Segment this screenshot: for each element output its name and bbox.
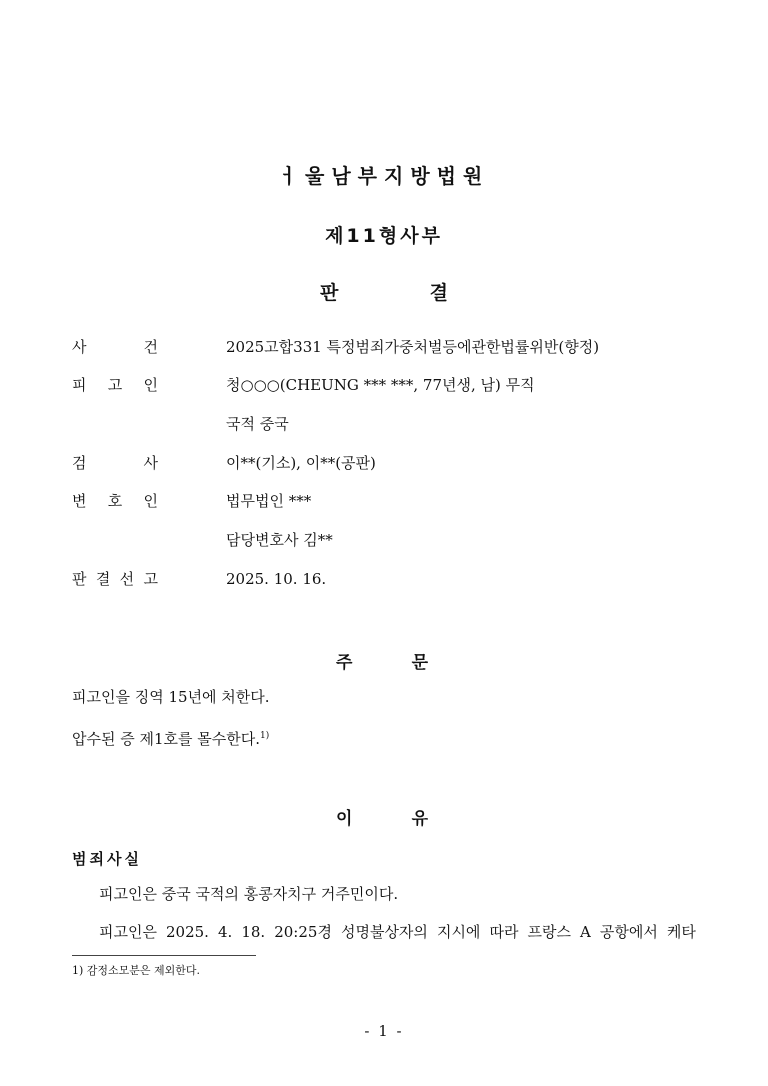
reasons-heading bbox=[336, 804, 428, 829]
word: 지시에 bbox=[436, 923, 481, 941]
defendant-label bbox=[72, 375, 158, 395]
judgment-title bbox=[320, 278, 448, 305]
word: 따라 bbox=[489, 923, 519, 941]
word: 4. bbox=[217, 923, 233, 941]
sentencing-label bbox=[72, 569, 158, 589]
word: 성명불상자의 bbox=[340, 923, 428, 941]
forfeiture-text: 압수된 증 제1호를 몰수한다. bbox=[72, 730, 261, 748]
label-char: 인 bbox=[143, 492, 158, 510]
label-char: 호 bbox=[107, 492, 123, 510]
order-heading bbox=[336, 648, 428, 673]
footnote-text: 1) 감정소모분은 제외한다. bbox=[72, 964, 201, 977]
word: A bbox=[580, 923, 591, 941]
prosecutor-label bbox=[72, 453, 158, 473]
word: 2025. bbox=[166, 923, 209, 941]
label-char: 피 bbox=[72, 376, 87, 394]
law-firm: 법무법인 *** bbox=[226, 492, 312, 510]
counsel-label bbox=[72, 491, 158, 511]
label-char: 판 bbox=[72, 570, 87, 588]
facts-heading: 범죄사실 bbox=[72, 850, 142, 868]
prosecutor-names: 이**(기소), 이**(공판) bbox=[226, 454, 376, 472]
facts-paragraph-1: 피고인은 중국 국적의 홍콩자치구 거주민이다. bbox=[99, 885, 399, 903]
label-char: 고 bbox=[107, 376, 123, 394]
word: 공항에서 bbox=[599, 923, 658, 941]
case-label bbox=[72, 337, 158, 357]
word: 케타 bbox=[666, 923, 696, 941]
label-char: 결 bbox=[95, 570, 111, 588]
label-char: 건 bbox=[143, 338, 158, 356]
label-char: 선 bbox=[119, 570, 135, 588]
heading-char: 이 bbox=[336, 809, 353, 829]
heading-char: 유 bbox=[411, 809, 428, 829]
court-name: ㅓ울남부지방법원 bbox=[278, 164, 490, 188]
defendant-name: 청○○○(CHEUNG *** ***, 77년생, 남) 무직 bbox=[226, 376, 535, 394]
page-number: - 1 - bbox=[364, 1022, 404, 1040]
footnote-divider bbox=[72, 955, 256, 956]
order-line-sentence: 피고인을 징역 15년에 처한다. bbox=[72, 688, 270, 706]
word: 20:25경 bbox=[274, 923, 332, 941]
order-line-forfeiture bbox=[72, 726, 269, 749]
label-char: 변 bbox=[72, 492, 87, 510]
word: 프랑스 bbox=[527, 923, 571, 941]
attorney-name: 담당변호사 김** bbox=[226, 531, 333, 549]
label-char: 고 bbox=[143, 570, 158, 588]
label-char: 검 bbox=[72, 454, 87, 472]
court-division: 제11형사부 bbox=[325, 225, 443, 247]
sentencing-date: 2025. 10. 16. bbox=[226, 570, 327, 588]
case-number: 2025고합331 특정범죄가중처벌등에관한법률위반(향정) bbox=[226, 338, 600, 356]
judgment-title-char: 판 bbox=[320, 282, 339, 304]
word: 18. bbox=[241, 923, 266, 941]
heading-char: 주 bbox=[336, 653, 353, 673]
facts-paragraph-2 bbox=[99, 922, 696, 942]
label-char: 사 bbox=[72, 338, 87, 356]
judgment-title-char: 결 bbox=[429, 282, 448, 304]
footnote-ref[interactable]: 1) bbox=[260, 731, 270, 741]
heading-char: 문 bbox=[411, 653, 428, 673]
defendant-nationality: 국적 중국 bbox=[226, 415, 289, 433]
word: 피고인은 bbox=[99, 923, 157, 941]
label-char: 사 bbox=[143, 454, 158, 472]
label-char: 인 bbox=[143, 376, 158, 394]
